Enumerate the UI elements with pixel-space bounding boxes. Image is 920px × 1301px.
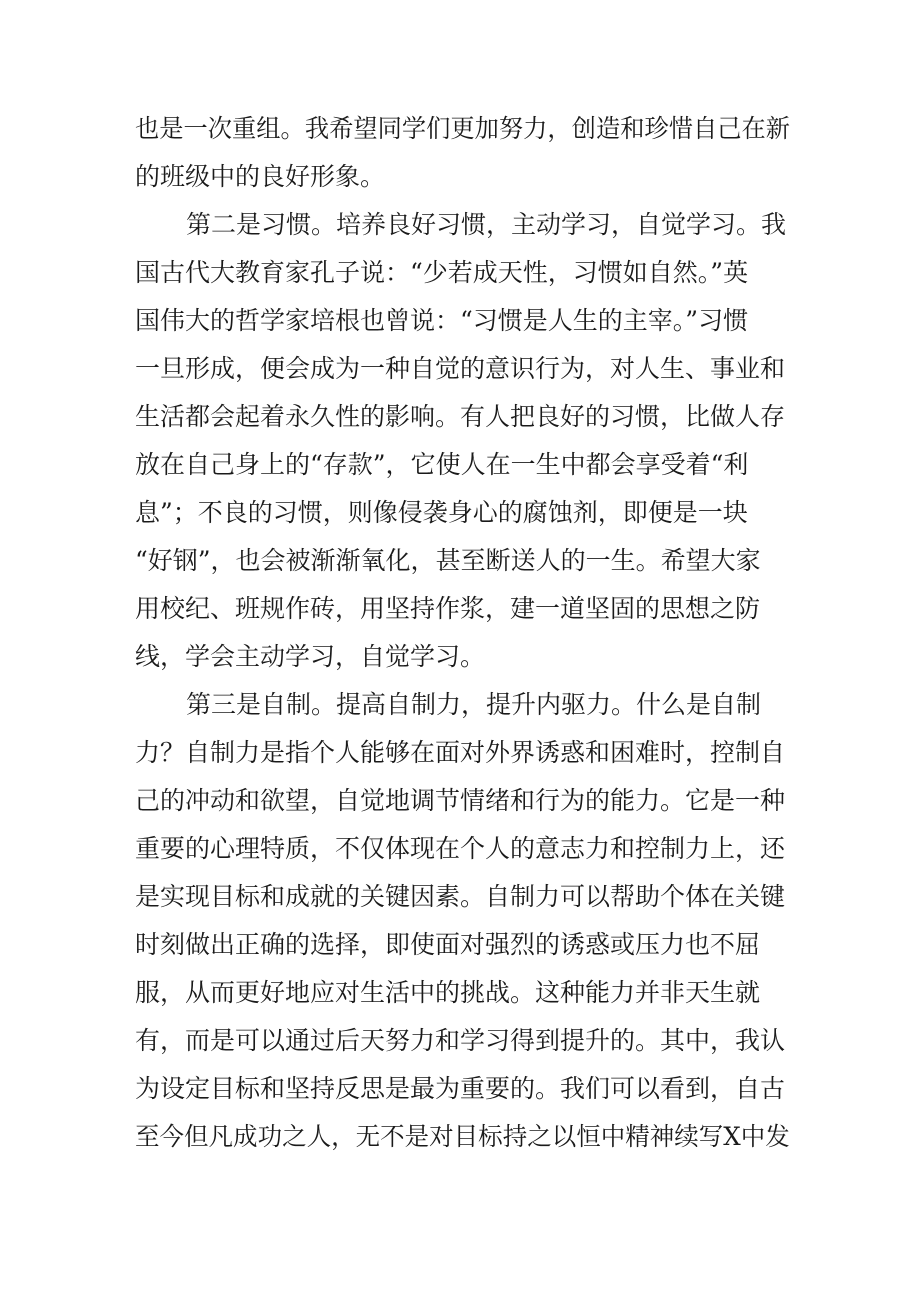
text-line: 第三是自制。提高自制力，提升内驱力。什么是自制 — [186, 690, 762, 719]
text-line: 线，学会主动学习，自觉学习。 — [135, 642, 486, 671]
text-line: “好钢”，也会被渐渐氧化，甚至断送人的一生。希望大家 — [135, 546, 761, 575]
text-line: 重要的心理特质，不仅体现在个人的意志力和控制力上，还 — [135, 834, 786, 863]
text-line: 的班级中的良好形象。 — [135, 162, 386, 191]
text-line: 服，从而更好地应对生活中的挑战。这种能力并非天生就 — [135, 978, 761, 1007]
text-line: 第二是习惯。培养良好习惯，主动学习，自觉学习。我 — [186, 210, 787, 239]
text-line: 国伟大的哲学家培根也曾说：“习惯是人生的主宰。”习惯 — [135, 306, 749, 335]
text-line: 力？自制力是指个人能够在面对外界诱惑和困难时，控制自 — [135, 738, 786, 767]
text-line: 也是一次重组。我希望同学们更加努力，创造和珍惜自己在新 — [135, 114, 791, 143]
text-line: 生活都会起着永久性的影响。有人把良好的习惯，比做人存 — [135, 402, 786, 431]
text-line: 至今但凡成功之人，无不是对目标持之以恒中精神续写X中发 — [135, 1122, 790, 1151]
text-line: 国古代大教育家孔子说：“少若成天性，习惯如自然。”英 — [135, 258, 749, 287]
text-line: 一旦形成，便会成为一种自觉的意识行为，对人生、事业和 — [135, 354, 786, 383]
text-line: 息”；不良的习惯，则像侵袭身心的腐蚀剂，即便是一块 — [135, 498, 748, 527]
text-line: 为设定目标和坚持反思是最为重要的。我们可以看到，自古 — [135, 1074, 786, 1103]
text-line: 时刻做出正确的选择，即使面对强烈的诱惑或压力也不屈 — [135, 930, 761, 959]
text-line: 是实现目标和成就的关键因素。自制力可以帮助个体在关键 — [135, 882, 786, 911]
text-line: 放在自己身上的“存款”，它使人在一生中都会享受着“利 — [135, 450, 749, 479]
text-line: 有，而是可以通过后天努力和学习得到提升的。其中，我认 — [135, 1026, 786, 1055]
text-line: 用校纪、班规作砖，用坚持作浆，建一道坚固的思想之防 — [135, 594, 761, 623]
text-line: 己的冲动和欲望，自觉地调节情绪和行为的能力。它是一种 — [135, 786, 786, 815]
